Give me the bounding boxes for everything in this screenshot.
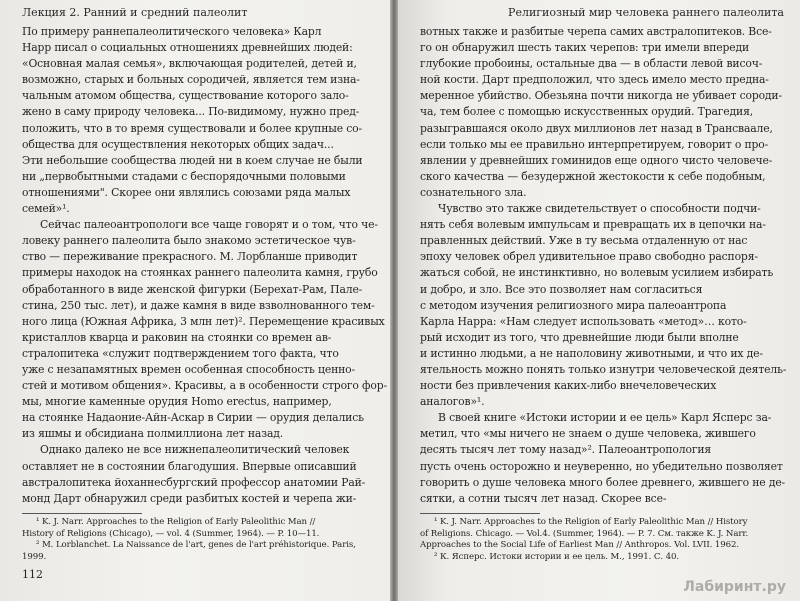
text-line: из яшмы и обсидиана полмиллиона лет назад. — [22, 427, 284, 441]
watermark-logo: Лабиринт.ру — [683, 579, 786, 595]
footnote-divider — [22, 513, 142, 514]
right-footnotes — [420, 517, 784, 564]
text-line: ного лица (Южная Африка, 3 млн лет)². Перемещение красивых — [22, 314, 385, 328]
text-line: «Основная малая семья», включающая родителей, детей и, — [22, 57, 357, 71]
text-line: оставляет не в состоянии благодушия. Впервые описавший — [22, 459, 357, 473]
text-line: ной кости. Дарт предположил, что здесь имело место предна- — [420, 73, 769, 87]
text-line: Эти небольшие сообщества людей ни в коем случае не были — [22, 153, 363, 167]
text-line: сятки, а сотни тысяч лет назад. Скорее все- — [420, 491, 667, 505]
text-line: В своей книге «Истоки истории и ее цель» Карл Ясперс за- — [438, 411, 772, 425]
right-body-text — [420, 24, 787, 507]
footnote-line: ¹ K. J. Narr. Approaches to the Religion of Early Paleolithic Man // — [36, 516, 316, 527]
text-line: сознательного зла. — [420, 185, 527, 199]
text-line: По примеру раннепалеолитического человека» Карл — [22, 25, 322, 38]
page-number: 112 — [22, 568, 43, 581]
text-line: ности без привлечения каких-либо внечеловеческих — [420, 379, 717, 393]
footnote-divider — [420, 513, 540, 514]
footnote-line: History of Religions (Chicago), — vol. 4 (Summer, 1964). — P. 10—11. — [22, 528, 320, 539]
text-line: го он обнаружил шесть таких черепов: три имели впереди — [420, 41, 750, 55]
text-line: с методом изучения религиозного мира палеоантропа — [420, 298, 727, 312]
text-line: Однако далеко не все нижнепалеолитический человек — [40, 443, 350, 457]
footnote-line: ¹ K. J. Narr. Approaches to the Religion of Early Paleolithic Man // History — [434, 516, 748, 527]
text-line: жаться собой, не инстинктивно, но волевым усилием избирать — [420, 266, 774, 280]
text-line: нять себя волевым импульсам и превращать их в цепочки на- — [420, 218, 766, 232]
text-line: стралопитека «служит подтверждением того факта, что — [22, 346, 339, 360]
text-line: ство — переживание прекрасного. М. Лорбланше приводит — [22, 250, 358, 264]
text-line: ского качества — безудержной жестокости к себе подобным, — [420, 169, 766, 183]
text-line: стей и мотивом общения». Красивы, а в особенности строго фор- — [22, 379, 387, 393]
text-line: семей»¹. — [22, 202, 70, 216]
left-body-text — [22, 24, 387, 507]
text-line: разыгравшаяся около двух миллионов лет назад в Трансваале, — [420, 121, 773, 135]
book-gutter — [390, 0, 398, 601]
text-line: примеры находок на стоянках раннего палеолита камня, грубо — [22, 266, 378, 280]
text-line: жено в саму природу человека... По-видимому, нужно пред- — [22, 105, 360, 119]
text-line: Нарр писал о социальных отношениях древнейших людей: — [22, 41, 353, 55]
text-line: Карла Нарра: «Нам следует использовать «метод»… кото- — [420, 314, 747, 328]
text-line: меренное убийство. Обезьяна почти никогда не убивает сороди- — [420, 89, 782, 103]
footnote-line: ² M. Lorblanchet. La Naissance de l'art, genes de l'art préhistorique. Paris, — [36, 540, 356, 551]
text-line: общества для осуществления некоторых общих задач... — [22, 137, 334, 151]
footnote-line: of Religions. Chicago. — Vol.4. (Summer, 1964). — P. 7. См. также K. J. Narr. — [420, 528, 749, 539]
text-line: ни „первобытными стадами с беспорядочными половыми — [22, 169, 346, 183]
text-line: метил, что «мы ничего не знаем о душе человека, жившего — [420, 427, 756, 441]
text-line: положить, что в то время существовали и более крупные со- — [22, 121, 362, 135]
text-line: австралопитека йоханнесбургский профессор анатомии Рай- — [22, 475, 366, 489]
text-line: аналогов»¹. — [420, 395, 485, 409]
text-line: стина, 250 тыс. лет), и даже камня в виде взволнованного тем- — [22, 298, 375, 312]
text-line: говорить о душе человека много более древнего, жившего не де- — [420, 475, 786, 489]
text-line: ча, тем более с помощью искусственных орудий. Трагедия, — [420, 105, 754, 119]
text-line: эпоху человек обрел удивительное право свободно распоря- — [420, 250, 758, 264]
left-footnotes — [22, 517, 376, 564]
text-line: мы, многие каменные орудия Homo erectus, например, — [22, 395, 332, 409]
text-line: глубокие пробоины, остальные два — в области левой височ- — [420, 57, 763, 71]
text-line: обработанного в виде женской фигурки (Берехат-Рам, Пале- — [22, 282, 363, 296]
text-line: ятельность можно понять только изнутри человеческой деятель- — [420, 362, 787, 376]
text-line: рый исходит из того, что древнейшие люди были вполне — [420, 330, 739, 344]
running-header-right: Религиозный мир человека раннего палеолита — [508, 6, 784, 19]
text-line: явлении у древнейших гоминидов еще одного чисто человече- — [420, 153, 773, 167]
right-page — [398, 0, 800, 601]
text-line: если только мы ее правильно интерпретируем, говорит о про- — [420, 137, 769, 151]
text-line: Сейчас палеоантропологи все чаще говорят и о том, что че- — [40, 218, 378, 232]
left-page — [0, 0, 390, 601]
text-line: чальным атомом общества, существование которого зало- — [22, 89, 349, 103]
text-line: Чувство это также свидетельствует о способности подчи- — [438, 202, 761, 216]
text-line: отношениями". Скорее они являлись союзами ряда малых — [22, 185, 351, 199]
text-line: кристаллов кварца и раковин на стоянки со времен ав- — [22, 330, 332, 344]
text-line: и добро, и зло. Все это позволяет нам согласиться — [420, 282, 703, 296]
text-line: вотных также и разбитые черепа самих австралопитеков. Все- — [420, 25, 772, 38]
text-line: монд Дарт обнаружил среди разбитых костей и черепа жи- — [22, 491, 357, 505]
text-line: и истинно людьми, а не наполовину животными, и что их де- — [420, 346, 763, 360]
running-header-left: Лекция 2. Ранний и средний палеолит — [22, 6, 248, 19]
text-line: ловеку раннего палеолита было знакомо эстетическое чув- — [22, 234, 356, 248]
text-line: десять тысяч лет тому назад»². Палеоантропология — [420, 443, 712, 457]
footnote-line: ² К. Ясперс. Истоки истории и ее цель. М., 1991. С. 40. — [434, 552, 679, 563]
footnote-line: 1999. — [22, 552, 47, 563]
text-line: пусть очень осторожно и неуверенно, но убедительно позволяет — [420, 459, 783, 473]
footnote-line: Approaches to the Social Life of Earliest Man // Anthropos. Vol. LVII. 1962. — [420, 540, 740, 551]
text-line: возможно, старых и больных сородичей, является тем изна- — [22, 73, 360, 87]
text-line: уже с незапамятных времен особенная способность ценно- — [22, 362, 356, 376]
text-line: на стоянке Надаоние-Айн-Аскар в Сирии — орудия делались — [22, 411, 364, 425]
text-line: правленных действий. Уже в ту весьма отдаленную от нас — [420, 234, 748, 248]
